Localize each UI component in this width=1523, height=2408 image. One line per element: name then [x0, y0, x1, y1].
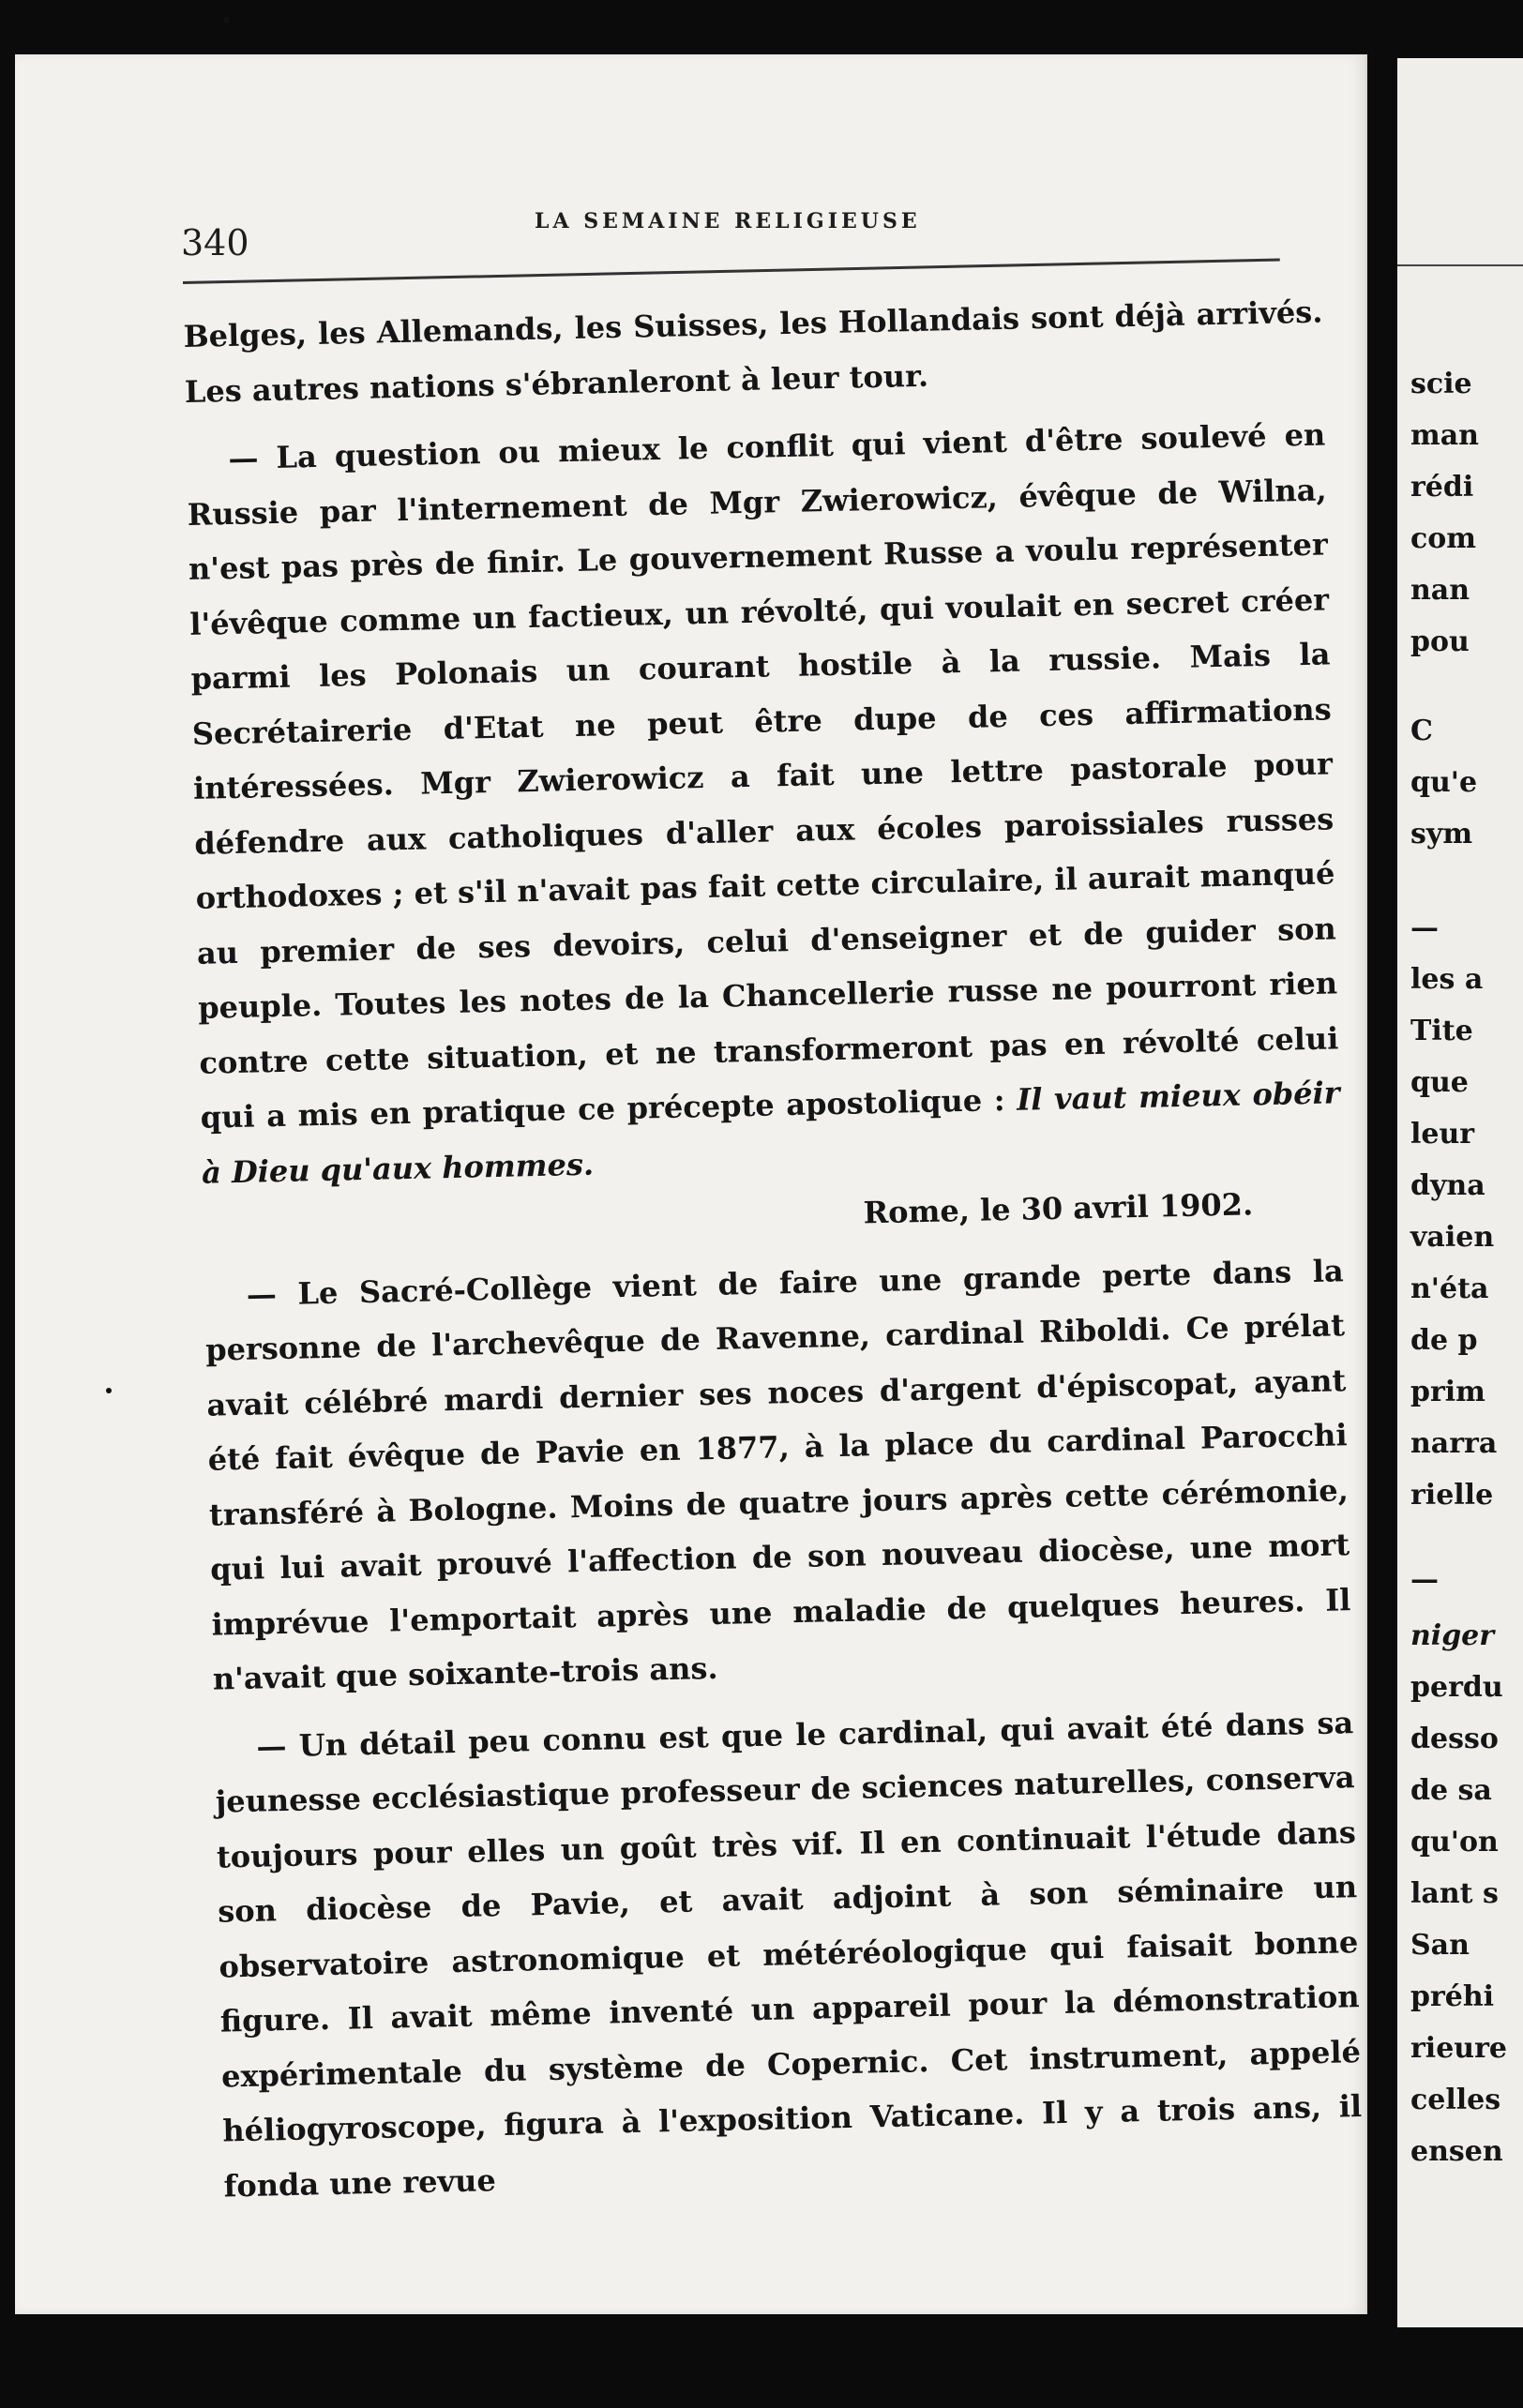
facing-fragment: niger: [1410, 1619, 1495, 1652]
facing-page-edge: [1397, 58, 1523, 2327]
facing-fragment: vaien: [1410, 1221, 1495, 1254]
body-text: [183, 284, 1364, 2213]
facing-fragment: que: [1410, 1066, 1469, 1099]
paragraph: — Un détail peu connu est que le cardinal, qui avait été dans sa jeunesse ecclésiastique professeur de sciences naturelles, conserva toujours pour elles un goût très vif. Il en continuait l'étude dans son diocèse de Pavie, et avait adjoint à son séminaire un observatoire astronomique et météréologique qui faisait bonne figure. Il avait même inventé un appareil pour la démonstration expérimentale du système de Copernic. Cet instrument, appelé héliogyroscope, figura à l'exposition Vaticane. Il y a trois ans, il fonda une revue: [215, 1704, 1363, 2205]
facing-fragment: pou: [1410, 625, 1470, 658]
paragraph: [186, 407, 1342, 1199]
paragraph: Belges, les Allemands, les Suisses, les Hollandais sont déjà arrivés. Les autres nations s'ébranleront à leur tour.: [183, 293, 1323, 410]
facing-header-rule: [1397, 264, 1523, 266]
facing-fragment: ensen: [1410, 2135, 1503, 2168]
facing-fragment: sym: [1410, 818, 1473, 850]
facing-fragment: de p: [1410, 1324, 1478, 1357]
page-header: [173, 202, 1280, 263]
facing-fragment: com: [1410, 522, 1477, 555]
facing-fragment: San: [1410, 1929, 1470, 1962]
facing-fragment: Tite: [1410, 1015, 1473, 1047]
paragraph-text: — La question ou mieux le conflit qui vient d'être soulevé en Russie par l'internement de Mgr Zwierowicz, évêque de Wilna, n'est pas près de finir. Le gouvernement Russe a voulu représenter l'évêque comme un factieux, un révolté, qui voulait en secret créer parmi les Polonais un courant hostile à la russie. Mais la Secrétairerie d'Etat ne peut être dupe de ces affirmations intéressées. Mgr Zwierowicz a fait une lettre pastorale pour défendre aux catholiques d'aller aux écoles paroissiales russes orthodoxes ; et s'il n'avait pas fait cette circulaire, il aurait manqué au premier de ses devoirs, celui d'enseigner et de guider son peuple. Toutes les notes de la Chancellerie russe ne pourront rien contre cette situation, et ne transformeront pas en révolté celui qui a mis en pratique ce précepte apostolique :: [187, 416, 1339, 1136]
facing-fragments-b: [1397, 705, 1477, 860]
facing-fragment: les a: [1410, 963, 1484, 996]
facing-fragment: rieure: [1410, 2032, 1507, 2065]
facing-fragment: perdu: [1410, 1671, 1503, 1704]
facing-fragment: n'éta: [1410, 1272, 1489, 1305]
running-title: LA SEMAINE RELIGIEUSE: [535, 209, 921, 233]
facing-fragment: C: [1410, 715, 1433, 747]
facing-fragment: rédi: [1410, 471, 1474, 504]
paragraph: — Le Sacré-Collège vient de faire une grande perte dans la personne de l'archevêque de Ravenne, cardinal Riboldi. Ce prélat avait célébré mardi dernier ses noces d'argent d'épiscopat, ayant été fait évêque de Pavie en 1877, à la place du cardinal Parocchi transféré à Bologne. Moins de quatre jours après cette cérémonie, qui lui avait prouvé l'affection de son nouveau diocèse, une mort imprévue l'emportait après une maladie de quelques heures. Il n'avait que soixante-trois ans.: [204, 1252, 1351, 1697]
facing-dash: —: [1410, 1563, 1439, 1596]
facing-dash: —: [1410, 911, 1439, 944]
page-number: 340: [181, 222, 249, 263]
facing-fragment: narra: [1410, 1427, 1498, 1460]
scan-speck: [223, 17, 230, 23]
facing-fragment: rielle: [1410, 1479, 1494, 1512]
facing-fragment: dyna: [1410, 1169, 1485, 1202]
facing-fragments-a: [1397, 358, 1479, 668]
facing-fragment: de sa: [1410, 1774, 1492, 1807]
facing-fragment: man: [1410, 419, 1479, 452]
quotation: Il vaut mieux obéir à Dieu qu'aux hommes.: [201, 1075, 1340, 1191]
facing-fragments-c: [1397, 954, 1497, 1521]
facing-fragment: celles: [1410, 2084, 1501, 2116]
dateline: Rome, le 30 avril 1902.: [863, 1186, 1254, 1231]
facing-fragment: préhi: [1410, 1980, 1495, 2013]
facing-fragment: qu'e: [1410, 766, 1478, 799]
facing-fragment: prim: [1410, 1376, 1485, 1408]
facing-fragment: desso: [1410, 1723, 1499, 1755]
facing-fragment: scie: [1410, 368, 1472, 400]
facing-fragment: qu'on: [1410, 1826, 1499, 1859]
facing-fragments-d: [1397, 1610, 1507, 2177]
facing-fragment: leur: [1410, 1118, 1475, 1151]
facing-fragment: nan: [1410, 574, 1470, 607]
facing-fragment: lant s: [1410, 1877, 1499, 1910]
scan-speck: [106, 1388, 112, 1393]
